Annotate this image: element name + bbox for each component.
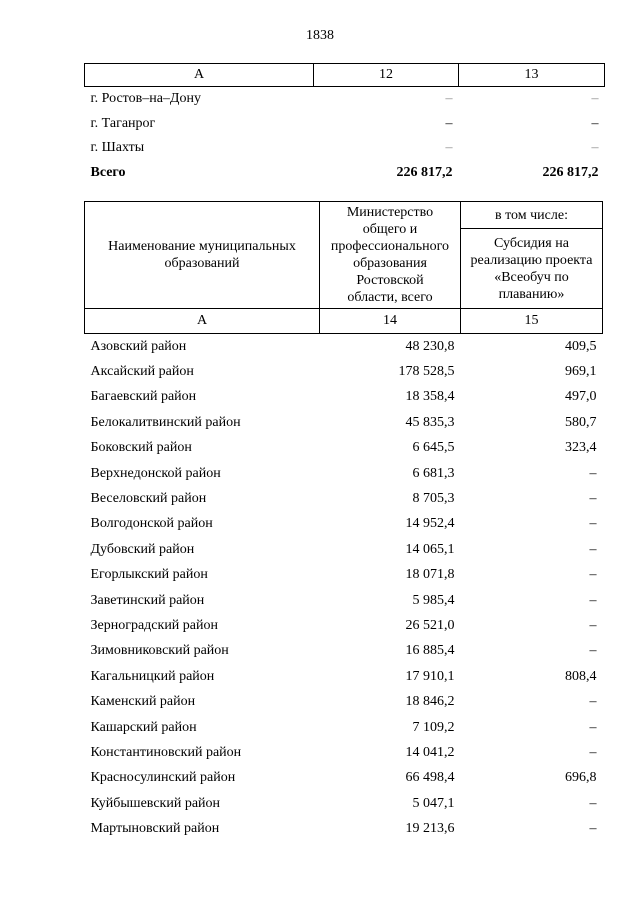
row-value-15: –	[589, 617, 597, 633]
table-row	[85, 689, 603, 714]
table-row	[85, 766, 603, 791]
row-name: Кагальницкий район	[90, 668, 215, 684]
row-name: Куйбышевский район	[90, 795, 221, 811]
row-name: Зерноградский район	[90, 617, 218, 633]
row-name: Белокалитвинский район	[90, 414, 241, 430]
row-value-15: –	[589, 541, 597, 557]
row-name: Волгодонской район	[90, 516, 213, 532]
row-value-14: 18 846,2	[405, 694, 455, 710]
row-name: г. Шахты	[90, 140, 145, 156]
table-row	[85, 588, 603, 613]
row-value-15: –	[589, 516, 597, 532]
table-row	[85, 136, 605, 161]
row-name: Боковский район	[90, 440, 192, 456]
row-name: Дубовский район	[90, 541, 195, 557]
table-row	[85, 436, 603, 461]
row-value-15: –	[589, 821, 597, 837]
row-name: Заветинский район	[90, 592, 205, 608]
total-label: Всего	[90, 164, 126, 180]
header-municipality: Наименование муниципальных образований	[85, 202, 320, 309]
row-value-14: 14 065,1	[405, 541, 455, 557]
table-row	[85, 563, 603, 588]
row-value-13: –	[591, 140, 599, 156]
header-col-13: 13	[459, 64, 605, 87]
header-swimming-subsidy: Субсидия на реализацию проекта «Всеобуч по плаванию»	[461, 229, 603, 309]
row-value-15: –	[589, 465, 597, 481]
row-value-14: 19 213,6	[405, 821, 455, 837]
row-value-14: 7 109,2	[412, 719, 455, 735]
table-row	[85, 461, 603, 486]
header-including: в том числе:	[461, 202, 603, 229]
row-name: Зимовниковский район	[90, 643, 229, 659]
row-value-15: 969,1	[565, 364, 597, 380]
row-name: Красносулинский район	[90, 770, 236, 786]
code-col-14: 14	[320, 309, 461, 334]
table-row	[85, 359, 603, 384]
row-value-15: 323,4	[565, 440, 597, 456]
row-value-13: –	[591, 115, 599, 131]
total-row	[85, 161, 605, 186]
row-value-14: 48 230,8	[405, 338, 455, 354]
row-value-15: 580,7	[565, 414, 597, 430]
row-value-14: 5 985,4	[412, 592, 455, 608]
row-value-14: 45 835,3	[405, 414, 455, 430]
row-value-15: 696,8	[565, 770, 597, 786]
table-body	[85, 334, 603, 842]
budget-table-part-1	[84, 63, 605, 185]
row-value-14: 16 885,4	[405, 643, 455, 659]
table-row	[85, 740, 603, 765]
table-row	[85, 664, 603, 689]
row-value-15: –	[589, 643, 597, 659]
table-row	[85, 537, 603, 562]
row-value-15: –	[589, 719, 597, 735]
total-value-13: 226 817,2	[542, 164, 599, 180]
table-header-row	[85, 64, 605, 87]
code-col-a: А	[85, 309, 320, 334]
row-name: Азовский район	[90, 338, 187, 354]
row-value-14: 26 521,0	[405, 617, 455, 633]
table-header-row	[85, 202, 603, 229]
row-value-15: 808,4	[565, 668, 597, 684]
row-value-14: 6 645,5	[412, 440, 455, 456]
row-name: г. Таганрог	[90, 115, 156, 131]
row-value-15: –	[589, 491, 597, 507]
row-value-14: 6 681,3	[412, 465, 455, 481]
row-name: Аксайский район	[90, 364, 194, 380]
table-row	[85, 87, 605, 112]
row-value-14: 8 705,3	[412, 491, 455, 507]
header-ministry-total: Министерство общего и профессионального образования Ростовской области, всего	[320, 202, 461, 309]
row-value-12: –	[445, 140, 453, 156]
table-row	[85, 385, 603, 410]
header-col-12: 12	[314, 64, 459, 87]
row-value-13: –	[591, 91, 599, 107]
code-col-15: 15	[461, 309, 603, 334]
row-name: г. Ростов–на–Дону	[90, 91, 201, 107]
row-value-15: –	[589, 744, 597, 760]
table-row	[85, 715, 603, 740]
table-row	[85, 112, 605, 137]
table-row	[85, 334, 603, 360]
row-value-14: 18 358,4	[405, 389, 455, 405]
table-row	[85, 613, 603, 638]
budget-table-part-2	[84, 201, 603, 842]
table-row	[85, 639, 603, 664]
row-value-15: 409,5	[565, 338, 597, 354]
row-name: Егорлыкский район	[90, 567, 208, 583]
total-value-12: 226 817,2	[396, 164, 453, 180]
table-row	[85, 791, 603, 816]
row-value-12: –	[445, 91, 453, 107]
row-value-14: 17 910,1	[405, 668, 455, 684]
row-value-12: –	[445, 115, 453, 131]
row-value-15: –	[589, 795, 597, 811]
table-row	[85, 816, 603, 841]
row-value-14: 14 041,2	[405, 744, 455, 760]
column-codes-row	[85, 309, 603, 334]
row-name: Веселовский район	[90, 491, 207, 507]
table-row	[85, 512, 603, 537]
row-name: Каменский район	[90, 694, 196, 710]
row-value-15: –	[589, 592, 597, 608]
row-name: Кашарский район	[90, 719, 197, 735]
row-name: Константиновский район	[90, 744, 242, 760]
table-row	[85, 486, 603, 511]
page-number: 1838	[306, 28, 334, 43]
row-value-14: 66 498,4	[405, 770, 455, 786]
row-value-14: 5 047,1	[412, 795, 455, 811]
row-value-14: 14 952,4	[405, 516, 455, 532]
row-value-15: 497,0	[565, 389, 597, 405]
row-name: Мартыновский район	[90, 821, 220, 837]
header-col-a: А	[85, 64, 314, 87]
row-value-14: 18 071,8	[405, 567, 455, 583]
row-value-15: –	[589, 694, 597, 710]
table-row	[85, 410, 603, 435]
row-name: Багаевский район	[90, 389, 197, 405]
row-name: Верхнедонской район	[90, 465, 221, 481]
row-value-15: –	[589, 567, 597, 583]
row-value-14: 178 528,5	[398, 364, 455, 380]
